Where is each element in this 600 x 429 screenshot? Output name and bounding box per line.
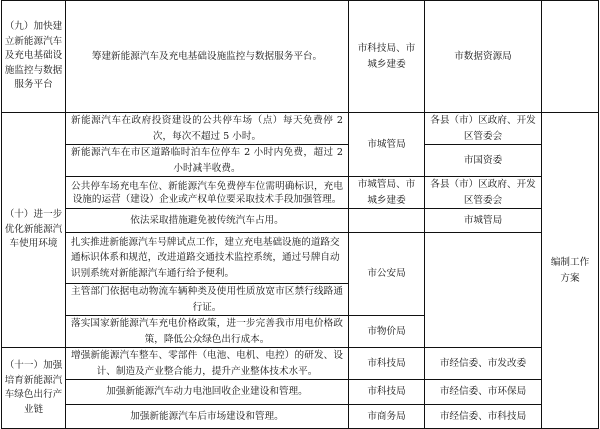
lead-unit-cell: 市科技局、市城乡建委 — [349, 1, 425, 113]
task-cell: 依法采取措施避免被传统汽车占用。 — [66, 209, 349, 233]
lead-unit-cell: 市城管局、市城乡建委 — [349, 177, 425, 209]
task-cell: 加强新能源汽车后市场建设和管理。 — [66, 405, 349, 429]
table-row — [2, 405, 599, 429]
lead-unit-cell: 市商务局 — [349, 405, 425, 429]
support-unit-cell: 市国资委 — [425, 145, 542, 177]
table-row — [2, 209, 599, 233]
category-cell: （十一）加强培育新能源汽车绿色出行产业链 — [2, 348, 66, 429]
task-cell: 新能源汽车在市区道路临时泊车位停车 2 小时内免费，超过 2 小时减半收费。 — [66, 145, 349, 177]
support-unit-cell: 各县（市）区政府、开发区管委会 — [425, 177, 542, 209]
lead-unit-cell: 市科技局 — [349, 380, 425, 405]
support-unit-cell: 市数据资源局 — [425, 1, 542, 113]
support-unit-cell: 市经信委、市科技局 — [425, 405, 542, 429]
support-unit-cell: 市城管局 — [425, 209, 542, 233]
table-row — [2, 145, 599, 177]
table-row — [2, 113, 599, 145]
table-row — [2, 348, 599, 380]
task-cell: 扎实推进新能源汽车号牌试点工作，建立充电基础设施的道路交通标识体系和规范，改进道路交通技术监控系统，通过号牌自动识别系统对新能源汽车通行给予便利。 — [66, 233, 349, 284]
table-row — [2, 380, 599, 405]
note-cell: 编制工作方案 — [542, 113, 599, 429]
task-cell: 增强新能源汽车整车、零部件（电池、电机、电控）的研发、设计、制造及产业整合能力，提升产业整体技术水平。 — [66, 348, 349, 380]
lead-unit-cell: 市科技局 — [349, 348, 425, 380]
support-unit-cell: 市经信委、市环保局 — [425, 380, 542, 405]
task-cell: 筹建新能源汽车及充电基础设施监控与数据服务平台。 — [66, 1, 349, 113]
support-unit-cell — [425, 233, 542, 348]
lead-unit-cell: 市物价局 — [349, 316, 425, 348]
task-cell: 加强新能源汽车动力电池回收企业建设和管理。 — [66, 380, 349, 405]
task-cell: 公共停车场充电车位、新能源汽车免费停车位需明确标识，充电设施的运营（建设）企业或产权单位要采取技术手段加强管理。 — [66, 177, 349, 209]
support-unit-cell: 市经信委、市发改委 — [425, 348, 542, 380]
task-cell: 主管部门依据电动物流车辆种类及使用性质放宽市区禁行线路通行证。 — [66, 284, 349, 316]
category-cell: （九）加快建立新能源汽车及充电基础设施监控与数据服务平台 — [2, 1, 66, 113]
lead-unit-cell: 市城管局 — [349, 113, 425, 177]
task-cell: 新能源汽车在政府投资建设的公共停车场（点）每天免费停 2 次，每次不超过 5 小时。 — [66, 113, 349, 145]
support-unit-cell: 各县（市）区政府、开发区管委会 — [425, 113, 542, 145]
table-row — [2, 233, 599, 284]
task-cell: 落实国家新能源汽车充电价格政策，进一步完善我市用电价格政策，降低公众绿色出行成本。 — [66, 316, 349, 348]
category-cell: （十）进一步优化新能源汽车使用环境 — [2, 113, 66, 348]
lead-unit-cell: 市公安局 — [349, 233, 425, 316]
note-cell — [542, 1, 599, 113]
table-row — [2, 1, 599, 113]
lead-unit-cell — [349, 209, 425, 233]
measures-table — [1, 0, 599, 429]
table-row — [2, 177, 599, 209]
